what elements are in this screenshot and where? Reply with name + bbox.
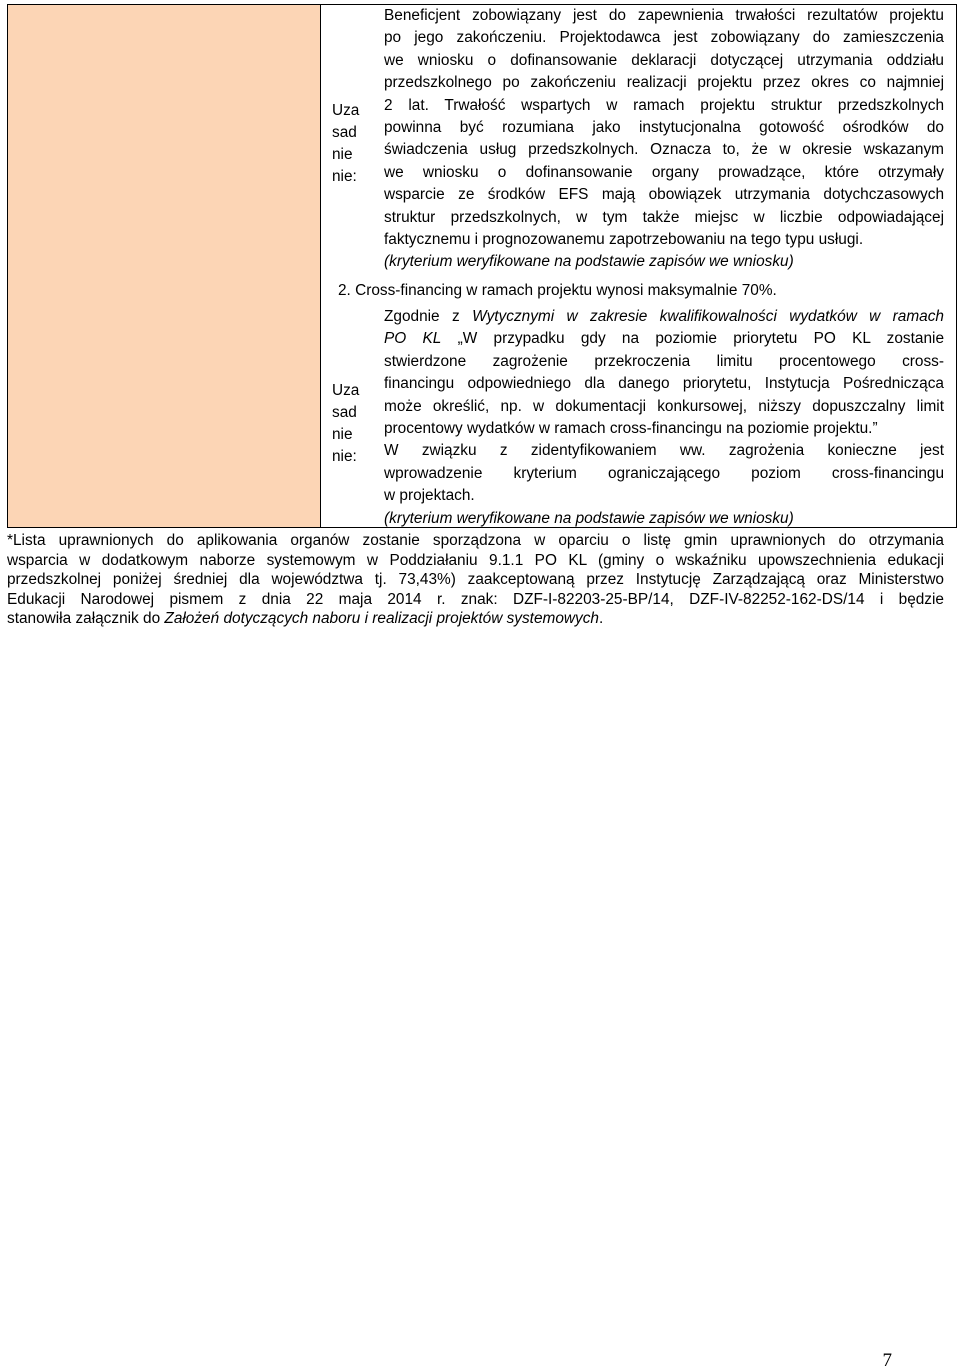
italic-fragment: Wytycznymi w zakresie kwalifikowalności wydatków w ramach <box>472 308 944 325</box>
table-right-border <box>956 4 957 527</box>
text-line: może określić, np. w dokumentacji konkursowej, niższy dopuszczalny limit <box>384 397 944 415</box>
left-peach-cell <box>7 4 320 527</box>
text-fragment: stanowiła załącznik do <box>7 610 165 627</box>
criterion-note <box>384 508 944 530</box>
text-line: struktur przedszkolnych, w tym także miejsc w liczbie odpowiadającej <box>384 208 944 226</box>
text-line: stwierdzone zagrożenie przekroczenia limitu procentowego cross- <box>384 352 944 370</box>
label-line: nie: <box>332 448 357 465</box>
criterion-note-text: (kryterium weryfikowane na podstawie zapisów we wniosku) <box>384 253 794 271</box>
text-line: po jego zakończeniu. Projektodawca jest zobowiązany do zamieszczenia <box>384 29 944 47</box>
section2-paragraph <box>384 306 944 530</box>
criterion-item-2: 2. Cross-financing w ramach projektu wynosi maksymalnie 70%. <box>338 282 777 299</box>
text-fragment: „W przypadku gdy na poziomie priorytetu PO KL zostanie <box>441 330 944 348</box>
text-line <box>384 306 944 328</box>
section2-justification-label <box>332 380 366 468</box>
footnote-line <box>7 609 944 629</box>
label-line: Uza <box>332 382 360 399</box>
footnote-line: *Lista uprawnionych do aplikowania organów zostanie sporządzona w oparciu o listę gmin uprawnionych do otrzymania <box>7 532 944 549</box>
footnote-line: wsparcia w dodatkowym naborze systemowym w Poddziałaniu 9.1.1 PO KL (gminy o wskaźniku upowszechnienia edukacji <box>7 551 944 569</box>
label-line: sad <box>332 124 357 141</box>
text-line: świadczenia usług przedszkolnych. Oznacza to, że w okresie wskazanym <box>384 141 944 159</box>
text-line: W związku z zidentyfikowaniem ww. zagrożenia konieczne jest <box>384 442 944 460</box>
label-line: nie <box>332 146 353 163</box>
text-line: Beneficjent zobowiązany jest do zapewnienia trwałości rezultatów projektu <box>384 7 944 24</box>
text-line: wsparcie ze środków EFS mają obowiązek utrzymania dotychczasowych <box>384 186 944 204</box>
label-line: nie: <box>332 168 357 185</box>
table-left-border <box>7 4 8 527</box>
label-line: Uza <box>332 102 360 119</box>
page-number: 7 <box>882 1350 892 1371</box>
text-line: wprowadzenie kryterium ograniczającego poziom cross-financingu <box>384 464 944 482</box>
text-line: we wniosku o dofinansowanie deklaracji dotyczącej utrzymania oddziału <box>384 51 944 69</box>
section1-paragraph <box>384 5 944 274</box>
italic-fragment: Założeń dotyczących naboru i realizacji projektów systemowych <box>164 610 599 627</box>
text-line: powinna być rozumiana jako instytucjonalna gotowość ośrodków do <box>384 118 944 136</box>
text-line: we wniosku o dofinansowanie organy prowadzące, które otrzymały <box>384 163 944 181</box>
criterion-note <box>384 251 944 273</box>
criterion-note-text: (kryterium weryfikowane na podstawie zapisów we wniosku) <box>384 509 794 527</box>
footnote-line: przedszkolnej poniżej średniej dla województwa tj. 73,43%) zaakceptowaną przez Instytucję Zarządzającą oraz Ministerstwo <box>7 571 944 588</box>
text-line: w projektach. <box>384 487 475 505</box>
section1-justification-label <box>332 100 366 188</box>
text-line: 2 lat. Trwałość wspartych w ramach projektu struktur przedszkolnych <box>384 96 944 114</box>
footnote-line: Edukacji Narodowej pismem z dnia 22 maja 2014 r. znak: DZF-I-82203-25-BP/14, DZF-IV-82252-162-DS/14 i będzie <box>7 590 944 608</box>
text-line: financingu odpowiedniego dla danego priorytetu, Instytucja Pośrednicząca <box>384 375 944 393</box>
text-line: przedszkolnego po zakończeniu realizacji projektu przez okres co najmniej <box>384 74 944 92</box>
text-fragment: Zgodnie z <box>384 308 473 325</box>
column-divider <box>320 4 321 527</box>
text-line: procentowy wydatków w ramach cross-financingu na poziomie projektu.” <box>384 419 878 437</box>
text-line: faktycznemu i prognozowanemu zapotrzebowaniu na tego typu usługi. <box>384 230 864 248</box>
text-line <box>384 328 944 350</box>
footnote <box>7 531 944 629</box>
label-line: nie <box>332 426 353 443</box>
text-fragment: . <box>598 610 604 627</box>
label-line: sad <box>332 404 357 421</box>
italic-fragment: PO KL <box>384 330 442 348</box>
